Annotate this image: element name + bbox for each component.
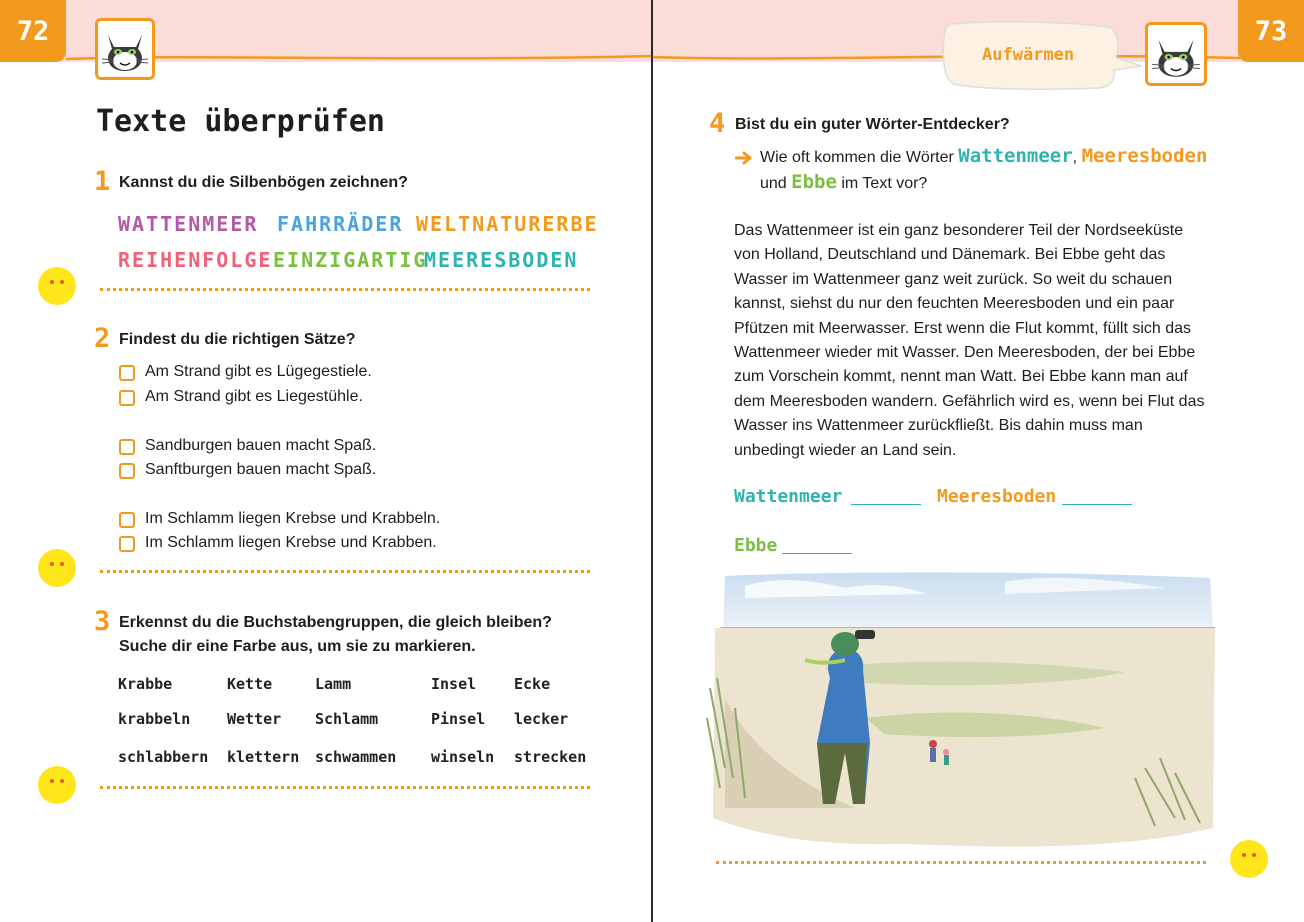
task-question: Findest du die richtigen Sätze? bbox=[119, 331, 356, 348]
keyword-wattenmeer: Wattenmeer bbox=[958, 145, 1073, 167]
answer-option: Am Strand gibt es Liegestühle. bbox=[145, 388, 363, 405]
task-question: Kannst du die Silbenbögen zeichnen? bbox=[119, 174, 408, 191]
word-cell: Lamm bbox=[315, 675, 352, 693]
answer-option: Sandburgen bauen macht Spaß. bbox=[145, 437, 377, 454]
instruction-text: Wie oft kommen die Wörter bbox=[760, 149, 954, 166]
page-title: Texte überprüfen bbox=[96, 104, 385, 139]
syllable-word: WELTNATURERBE bbox=[416, 212, 599, 236]
syllable-word: MEERESBODEN bbox=[424, 248, 579, 272]
answer-label-meeresboden: Meeresboden bbox=[937, 486, 1057, 507]
syllable-word: REIHENFOLGE bbox=[118, 248, 273, 272]
answer-checkbox[interactable] bbox=[119, 536, 135, 552]
dotted-separator bbox=[100, 786, 590, 789]
task-question-line2: Suche dir eine Farbe aus, um sie zu markieren. bbox=[119, 638, 476, 655]
answer-checkbox[interactable] bbox=[119, 463, 135, 479]
tag-aufwaermen: Aufwärmen bbox=[982, 45, 1075, 65]
smiley-icon bbox=[38, 267, 76, 305]
task-number: 1 bbox=[94, 166, 111, 197]
task-number: 3 bbox=[94, 606, 111, 637]
smiley-icon bbox=[1230, 840, 1268, 878]
smiley-icon bbox=[38, 549, 76, 587]
word-cell: winseln bbox=[431, 748, 495, 766]
wadden-sea-illustration bbox=[705, 568, 1217, 854]
instruction-comma: , bbox=[1072, 149, 1078, 166]
word-cell: Insel bbox=[431, 675, 477, 693]
dotted-separator bbox=[100, 570, 590, 573]
page-number-left: 72 bbox=[0, 0, 66, 62]
answer-option: Sanftburgen bauen macht Spaß. bbox=[145, 461, 377, 478]
syllable-word: WATTENMEER bbox=[118, 212, 259, 236]
word-cell: Ecke bbox=[514, 675, 551, 693]
answer-checkbox[interactable] bbox=[119, 390, 135, 406]
dotted-separator bbox=[716, 861, 1206, 864]
instruction-und: und bbox=[760, 175, 787, 192]
instruction-line2 bbox=[760, 169, 927, 197]
answer-line[interactable] bbox=[851, 504, 921, 505]
keyword-ebbe: Ebbe bbox=[791, 171, 837, 193]
syllable-word: FAHRRÄDER bbox=[277, 212, 404, 236]
word-cell: klettern bbox=[227, 748, 300, 766]
answer-checkbox[interactable] bbox=[119, 439, 135, 455]
answer-line[interactable] bbox=[782, 553, 852, 554]
word-cell: Wetter bbox=[227, 710, 282, 728]
dotted-separator bbox=[100, 288, 590, 291]
task-number: 2 bbox=[94, 323, 111, 354]
answer-option: Am Strand gibt es Lügegestiele. bbox=[145, 363, 372, 380]
word-cell: Kette bbox=[227, 675, 273, 693]
smiley-icon bbox=[38, 766, 76, 804]
answer-checkbox[interactable] bbox=[119, 512, 135, 528]
word-cell: strecken bbox=[514, 748, 587, 766]
cat-mascot-icon bbox=[95, 18, 155, 80]
answer-option: Im Schlamm liegen Krebse und Krabbeln. bbox=[145, 510, 441, 527]
answer-label-wattenmeer: Wattenmeer bbox=[734, 486, 843, 507]
instruction-line1 bbox=[760, 143, 1207, 171]
answer-checkbox[interactable] bbox=[119, 365, 135, 381]
page-number-right: 73 bbox=[1238, 0, 1304, 62]
page-divider bbox=[651, 0, 653, 922]
answer-option: Im Schlamm liegen Krebse und Krabben. bbox=[145, 534, 437, 551]
syllable-word: EINZIGARTIG bbox=[273, 248, 428, 272]
arrow-right-icon bbox=[735, 150, 755, 171]
answer-line[interactable] bbox=[1062, 504, 1132, 505]
word-cell: Krabbe bbox=[118, 675, 173, 693]
word-cell: lecker bbox=[514, 710, 569, 728]
word-cell: schwammen bbox=[315, 748, 397, 766]
task-number: 4 bbox=[709, 108, 726, 139]
task-question: Bist du ein guter Wörter-Entdecker? bbox=[735, 116, 1010, 133]
cat-mascot-icon bbox=[1145, 22, 1207, 86]
keyword-meeresboden: Meeresboden bbox=[1081, 145, 1208, 167]
word-cell: krabbeln bbox=[118, 710, 191, 728]
word-cell: Schlamm bbox=[315, 710, 379, 728]
answer-label-ebbe: Ebbe bbox=[734, 535, 778, 556]
reading-text: Das Wattenmeer ist ein ganz besonderer Teil der Nordseeküste von Holland, Deutschland und Dänemark. Bei Ebbe geht das Wasser im Wattenmeer ganz weit zurück. So weit du schauen kannst, siehst du nur den feuchten Meeresboden und ein paar Pfützen mit Meerwasser. Erst wenn die Flut kommt, füllt sich das Wattenmeer wieder mit Wasser. Den Meeresboden, der bei Ebbe zum Vorschein kommt, nennt man Watt. Bei Ebbe kann man auf dem Meeresboden wandern. Gefährlich wird es, wenn bei Flut das Wasser ins Wattenmeer zurückfließt. Bis dahin muss man unbedingt wieder an Land sein. bbox=[734, 222, 1205, 459]
word-cell: schlabbern bbox=[118, 748, 209, 766]
instruction-suffix: im Text vor? bbox=[841, 175, 928, 192]
word-cell: Pinsel bbox=[431, 710, 486, 728]
task-question: Erkennst du die Buchstabengruppen, die gleich bleiben? bbox=[119, 614, 552, 631]
